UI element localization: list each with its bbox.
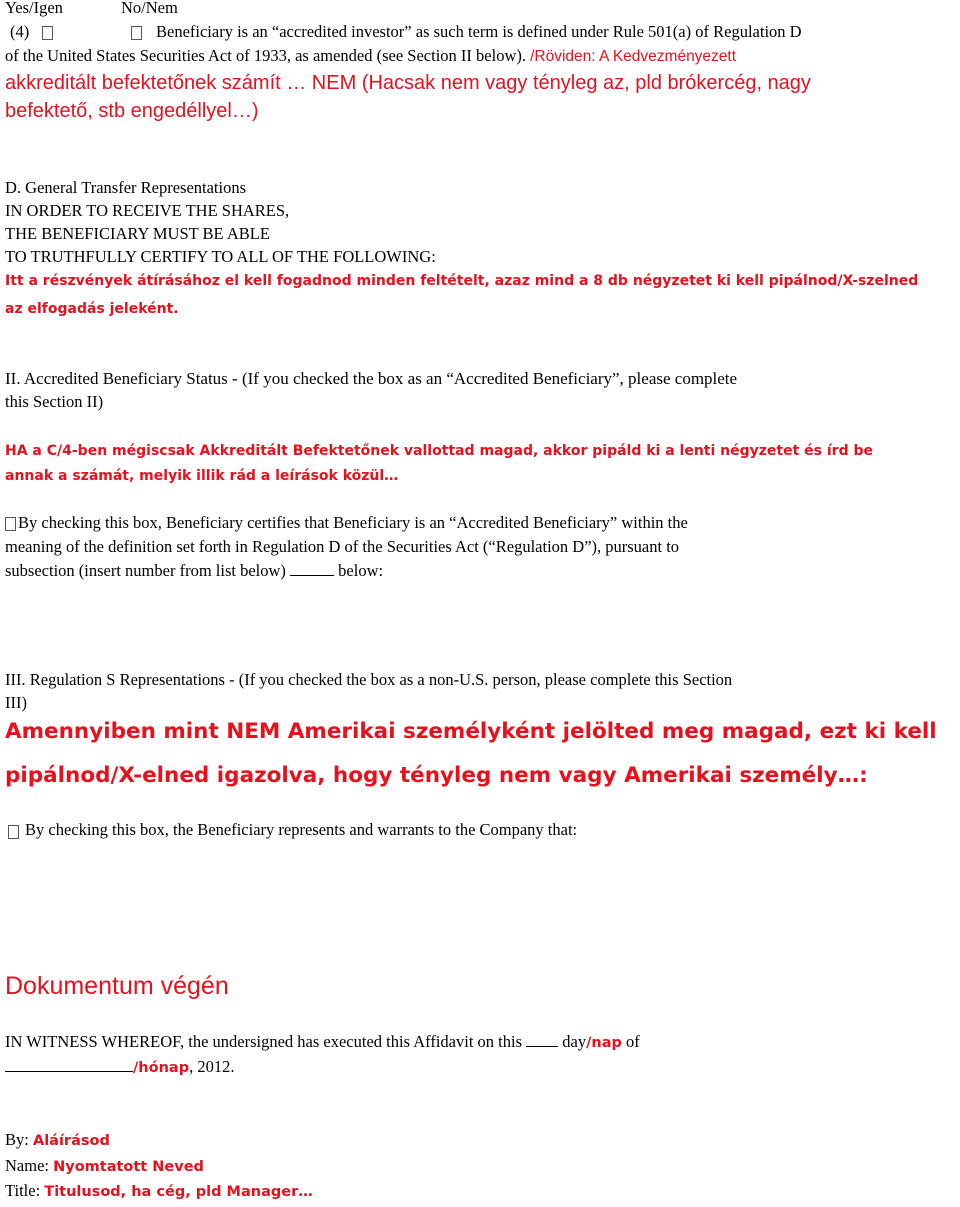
item4-note-line2: befektető, stb engedéllyel…) bbox=[5, 100, 259, 122]
no-checkbox[interactable] bbox=[131, 26, 142, 40]
title-label: Title: bbox=[5, 1181, 41, 1200]
section-ii-check-line3-text: subsection (insert number from list below) bbox=[5, 561, 286, 580]
item4-note-line1: akkreditált befektetőnek számít … NEM (Hacsak nem vagy tényleg az, pld brókercég, nagy bbox=[5, 72, 811, 94]
by-label: By: bbox=[5, 1130, 29, 1149]
month-line bbox=[5, 1055, 234, 1080]
section-iii-title-line1: III. Regulation S Representations - (If you checked the box as a non-U.S. person, please complete this Section bbox=[5, 670, 733, 689]
item4-text-line2-main: of the United States Securities Act of 1933, as amended (see Section II below). bbox=[5, 46, 526, 65]
section-ii-check-line3 bbox=[5, 559, 383, 583]
day-blank[interactable] bbox=[526, 1046, 558, 1047]
yes-checkbox[interactable] bbox=[42, 26, 53, 40]
section-d-title: D. General Transfer Representations bbox=[5, 178, 247, 197]
section-iii-title-line2: III) bbox=[5, 693, 27, 712]
section-ii-title-line2: this Section II) bbox=[5, 392, 104, 411]
yes-column-label: Yes/Igen bbox=[5, 0, 63, 17]
item4-note-start: /Röviden: A Kedvezményezett bbox=[530, 48, 737, 65]
year-label: , 2012. bbox=[189, 1057, 235, 1076]
name-label: Name: bbox=[5, 1156, 49, 1175]
signature-name-line bbox=[5, 1154, 204, 1179]
accredited-checkbox[interactable] bbox=[5, 517, 16, 531]
signature-by-line bbox=[5, 1128, 110, 1153]
name-value: Nyomtatott Neved bbox=[53, 1159, 204, 1175]
by-value: Aláírásod bbox=[32, 1133, 110, 1149]
section-iii-note-line1: Amennyiben mint NEM Amerikai személyként jelölted meg magad, ezt ki kell bbox=[5, 719, 937, 744]
section-ii-title-line1: II. Accredited Beneficiary Status - (If you checked the box as an “Accredited Beneficiary”, please complete bbox=[5, 369, 738, 388]
section-ii-check-line2: meaning of the definition set forth in Regulation D of the Securities Act (“Regulation D”), pursuant to bbox=[5, 537, 680, 556]
no-column-label: No/Nem bbox=[121, 0, 178, 17]
item4-text-line1: Beneficiary is an “accredited investor” as such term is defined under Rule 501(a) of Regulation D bbox=[156, 22, 802, 41]
section-d-line2: THE BENEFICIARY MUST BE ABLE bbox=[5, 224, 270, 243]
witness-line bbox=[5, 1030, 640, 1055]
section-d-note-line1: Itt a részvények átírásához el kell fogadnod minden feltételt, azaz mind a 8 db négyzetet ki kell pipálnod/X-szelned bbox=[5, 273, 919, 289]
section-iii-check-text: By checking this box, the Beneficiary represents and warrants to the Company that: bbox=[25, 820, 578, 839]
section-ii-check-line1: By checking this box, Beneficiary certifies that Beneficiary is an “Accredited Beneficiary” within the bbox=[18, 513, 688, 532]
section-ii-check-line3-end: below: bbox=[338, 561, 384, 580]
subsection-number-blank[interactable] bbox=[290, 575, 334, 576]
section-ii-note-line1: HA a C/4-ben mégiscsak Akkreditált Befektetőnek vallottad magad, akkor pipáld ki a lenti négyzetet és írd be bbox=[5, 443, 873, 459]
witness-nap-label: /nap bbox=[586, 1035, 622, 1051]
section-d-line1: IN ORDER TO RECEIVE THE SHARES, bbox=[5, 201, 290, 220]
section-iii-note-line2: pipálnod/X-elned igazolva, hogy tényleg nem vagy Amerikai személy…: bbox=[5, 763, 868, 788]
regulation-s-checkbox[interactable] bbox=[8, 825, 19, 839]
witness-day-label: day bbox=[562, 1032, 587, 1051]
item-number: (4) bbox=[10, 22, 30, 41]
end-heading: Dokumentum végén bbox=[5, 972, 229, 1000]
month-label: /hónap bbox=[133, 1060, 190, 1076]
witness-text: IN WITNESS WHEREOF, the undersigned has executed this Affidavit on this bbox=[5, 1032, 522, 1051]
title-value: Titulusod, ha cég, pld Manager… bbox=[44, 1184, 313, 1200]
month-blank[interactable] bbox=[5, 1071, 133, 1072]
section-d-line3: TO TRUTHFULLY CERTIFY TO ALL OF THE FOLLOWING: bbox=[5, 247, 436, 266]
signature-title-line bbox=[5, 1179, 313, 1204]
section-ii-note-line2: annak a számát, melyik illik rád a leírások közül… bbox=[5, 468, 399, 484]
item4-text-line2 bbox=[5, 44, 736, 69]
section-d-note-line2: az elfogadás jeleként. bbox=[5, 301, 179, 317]
witness-of-label: of bbox=[626, 1032, 640, 1051]
